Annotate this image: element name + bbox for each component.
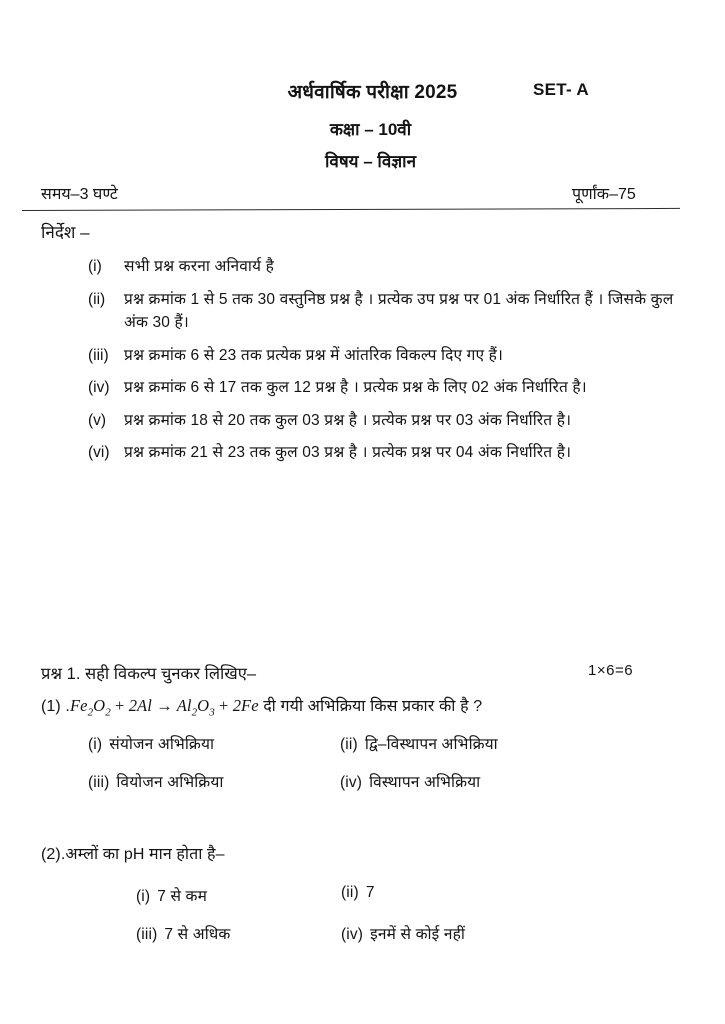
question-section-marks: 1×6=6 bbox=[588, 662, 634, 679]
instruction-item bbox=[88, 255, 688, 279]
formula-arrow: → bbox=[156, 696, 173, 715]
formula-reactant-1-element-1: Fe bbox=[69, 696, 88, 715]
option-marker: (ii) bbox=[341, 884, 359, 901]
option-label: 7 से कम bbox=[157, 888, 208, 905]
formula-product-2: 2Fe bbox=[232, 696, 259, 715]
question-1-options bbox=[88, 732, 691, 792]
option-item[interactable] bbox=[88, 770, 340, 792]
instruction-marker: (vi) bbox=[88, 444, 110, 462]
instructions-list bbox=[88, 255, 688, 474]
instruction-text: सभी प्रश्न करना अनिवार्य है bbox=[124, 258, 274, 275]
set-label: SET- A bbox=[533, 80, 589, 99]
option-item[interactable] bbox=[136, 884, 341, 906]
instruction-marker: (i) bbox=[88, 258, 102, 275]
instruction-text: प्रश्न क्रमांक 18 से 20 तक कुल 03 प्रश्न है । प्रत्येक प्रश्न पर 03 अंक निर्धारित है। bbox=[124, 411, 572, 429]
question-1 bbox=[41, 694, 691, 792]
option-item[interactable] bbox=[340, 770, 691, 792]
option-item[interactable] bbox=[136, 922, 341, 944]
instruction-marker: (v) bbox=[88, 411, 107, 429]
instruction-item bbox=[88, 409, 688, 433]
header-divider-rule bbox=[22, 208, 680, 211]
instruction-item bbox=[88, 376, 688, 400]
formula-product-1-sub-2: 3 bbox=[209, 706, 215, 719]
question-2-stem bbox=[41, 842, 691, 864]
question-1-number: (1) . bbox=[41, 698, 70, 715]
option-marker: (iv) bbox=[340, 774, 363, 792]
option-label: विस्थापन अभिक्रिया bbox=[369, 774, 481, 792]
option-item[interactable] bbox=[88, 732, 340, 754]
instruction-text: प्रश्न क्रमांक 6 से 17 तक कुल 12 प्रश्न है । प्रत्येक प्रश्न के लिए 02 अंक निर्धारित है। bbox=[124, 379, 587, 397]
option-marker: (ii) bbox=[340, 736, 358, 754]
chemical-equation bbox=[69, 696, 259, 719]
maximum-marks-label: पूर्णांक–75 bbox=[572, 186, 636, 203]
option-marker: (iii) bbox=[88, 774, 110, 792]
option-item[interactable] bbox=[341, 884, 691, 906]
option-marker: (iii) bbox=[136, 926, 158, 943]
instruction-marker: (iv) bbox=[88, 379, 110, 397]
exam-title: अर्धवार्षिक परीक्षा 2025 bbox=[287, 82, 458, 103]
question-section-heading: प्रश्न 1. सही विकल्प चुनकर लिखिए– bbox=[41, 665, 257, 683]
formula-plus-1: + bbox=[115, 696, 125, 715]
formula-reactant-2: 2Al bbox=[128, 696, 152, 715]
option-item[interactable] bbox=[340, 732, 691, 754]
formula-product-1-element-1: Al bbox=[176, 696, 192, 715]
class-line: कक्षा – 10वी bbox=[329, 120, 412, 139]
option-label: संयोजन अभिक्रिया bbox=[109, 736, 215, 754]
instruction-item bbox=[88, 344, 688, 368]
instruction-item bbox=[88, 441, 688, 465]
option-marker: (iv) bbox=[341, 926, 364, 943]
option-item[interactable] bbox=[341, 922, 691, 944]
formula-product-1-element-2: O bbox=[197, 696, 210, 715]
option-label: द्वि–विस्थापन अभिक्रिया bbox=[364, 736, 498, 754]
option-marker: (i) bbox=[88, 736, 103, 754]
question-1-stem-tail: दी गयी अभिक्रिया किस प्रकार की है ? bbox=[263, 698, 483, 715]
subject-line: विषय – विज्ञान bbox=[324, 152, 417, 171]
option-label: इनमें से कोई नहीं bbox=[370, 926, 466, 943]
instructions-heading: निर्देश – bbox=[41, 223, 90, 242]
instruction-text: प्रश्न क्रमांक 21 से 23 तक कुल 03 प्रश्न है । प्रत्येक प्रश्न पर 04 अंक निर्धारित है। bbox=[124, 444, 572, 462]
formula-reactant-1-sub-1: 2 bbox=[87, 706, 94, 719]
instruction-item bbox=[88, 288, 688, 335]
instruction-text: प्रश्न क्रमांक 6 से 23 तक प्रत्येक प्रश्न में आंतरिक विकल्प दिए गए हैं। bbox=[124, 346, 504, 364]
formula-reactant-1-sub-2: 2 bbox=[105, 706, 111, 719]
option-label: 7 से अधिक bbox=[164, 926, 231, 943]
instruction-text: प्रश्न क्रमांक 1 से 5 तक 30 वस्तुनिष्ठ प्रश्न है । प्रत्येक उप प्रश्न पर 01 अंक निर्धारित हैं । जिसके कुल अंक 30 हैं। bbox=[124, 290, 674, 332]
option-label: 7 bbox=[365, 884, 375, 901]
question-2-stem-text: अम्लों का pH मान होता है– bbox=[65, 846, 225, 863]
formula-reactant-1-element-2: O bbox=[93, 696, 106, 715]
time-allowed-label: समय–3 घण्टे bbox=[41, 186, 118, 203]
formula-plus-2: + bbox=[219, 696, 229, 715]
option-marker: (i) bbox=[136, 888, 151, 905]
instruction-marker: (iii) bbox=[88, 346, 109, 364]
question-2-number: (2). bbox=[41, 846, 66, 863]
question-2-options bbox=[136, 884, 691, 944]
question-2 bbox=[41, 842, 691, 944]
option-label: वियोजन अभिक्रिया bbox=[116, 774, 224, 792]
formula-product-1-sub-1: 2 bbox=[191, 706, 198, 719]
question-1-stem bbox=[41, 694, 691, 718]
instruction-marker: (ii) bbox=[88, 290, 106, 308]
